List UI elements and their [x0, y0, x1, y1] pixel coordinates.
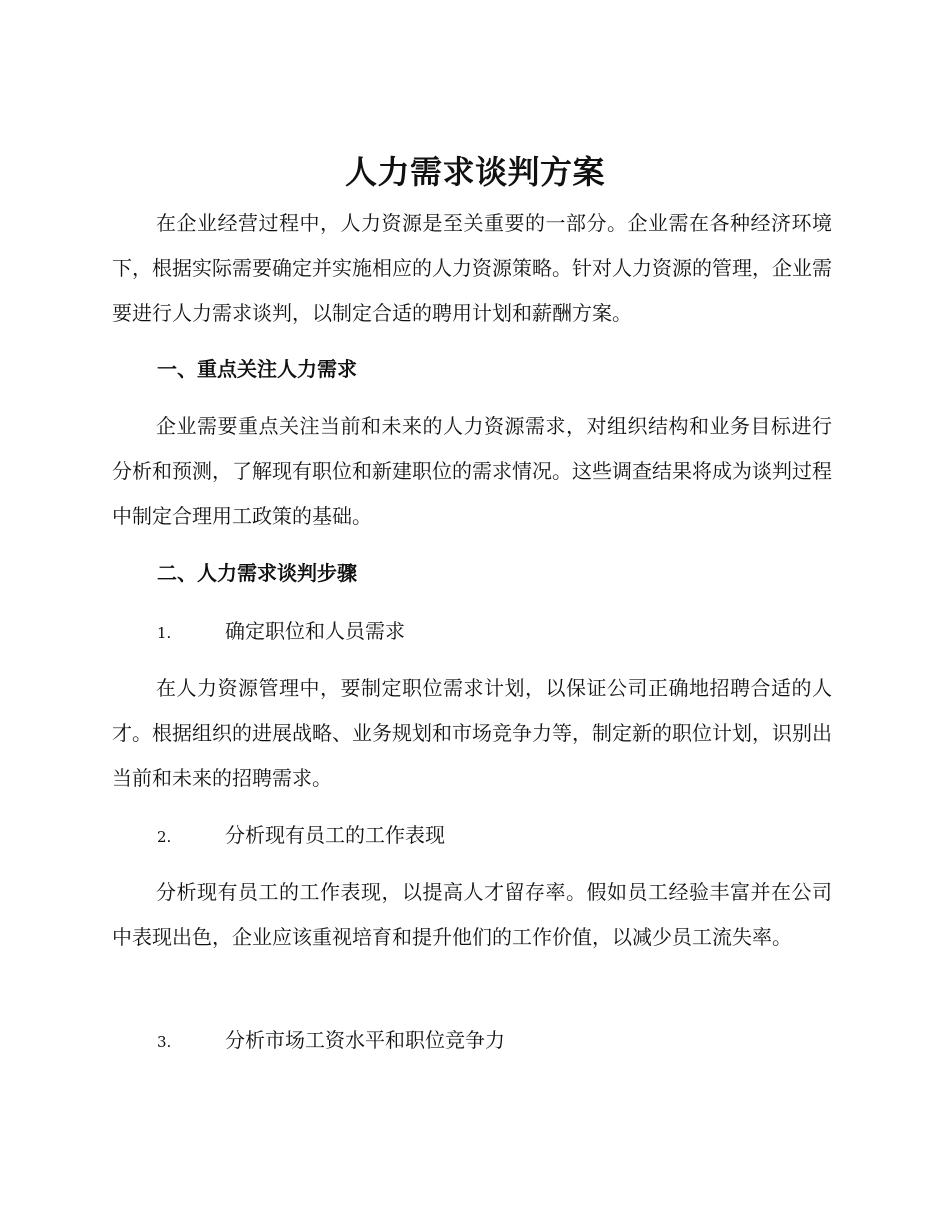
step-2-title: 分析现有员工的工作表现: [225, 823, 445, 847]
step-3-number: 3.: [157, 1033, 172, 1051]
section-2-heading: 二、人力需求谈判步骤: [157, 561, 357, 585]
step-2-paragraph: 分析现有员工的工作表现，以提高人才留存率。假如员工经验丰富并在公司中表现出色，企业应该重视培育和提升他们的工作价值，以减少员工流失率。: [112, 880, 832, 949]
step-3-title: 分析市场工资水平和职位竞争力: [225, 1028, 505, 1052]
step-3-item: [157, 1024, 505, 1058]
document-title: 人力需求谈判方案: [344, 153, 605, 191]
step-1-number: 1.: [157, 624, 172, 642]
intro-paragraph: 在企业经营过程中，人力资源是至关重要的一部分。企业需在各种经济环境下，根据实际需要确定并实施相应的人力资源策略。针对人力资源的管理，企业需要进行人力需求谈判，以制定合适的聘用计划和薪酬方案。: [112, 211, 832, 325]
section-1-paragraph: 企业需要重点关注当前和未来的人力资源需求，对组织结构和业务目标进行分析和预测，了解现有职位和新建职位的需求情况。这些调查结果将成为谈判过程中制定合理用工政策的基础。: [112, 414, 832, 528]
step-1-title: 确定职位和人员需求: [225, 619, 405, 643]
step-2-number: 2.: [157, 828, 172, 846]
step-2-item: [157, 819, 445, 853]
step-1-item: [157, 615, 405, 649]
section-1-heading: 一、重点关注人力需求: [157, 357, 357, 381]
step-1-paragraph: 在人力资源管理中，要制定职位需求计划，以保证公司正确地招聘合适的人才。根据组织的进展战略、业务规划和市场竞争力等，制定新的职位计划，识别出当前和未来的招聘需求。: [112, 676, 832, 790]
